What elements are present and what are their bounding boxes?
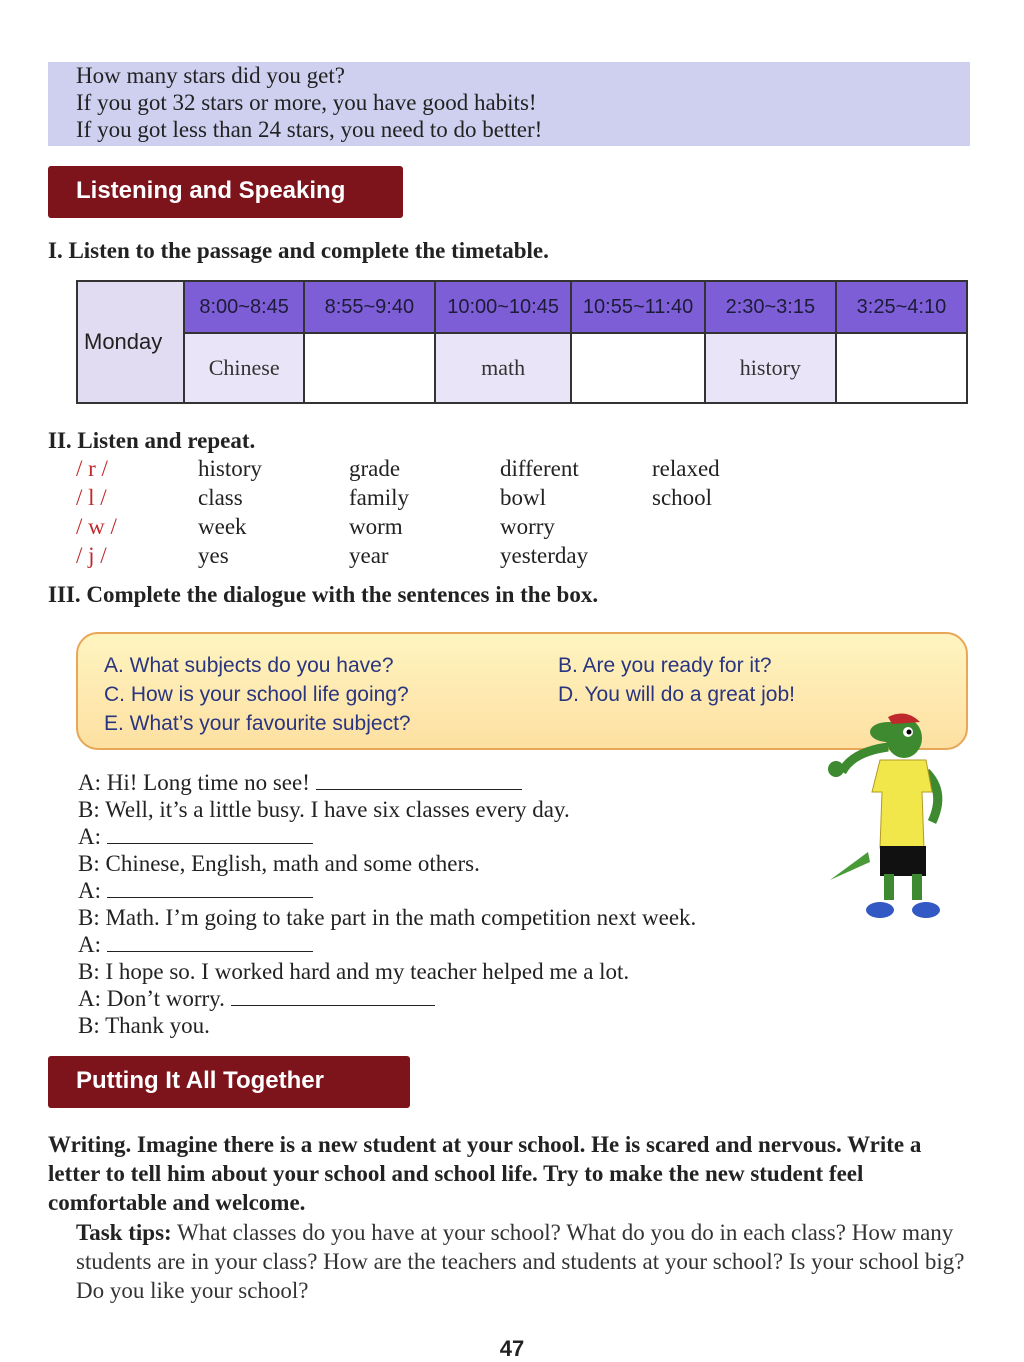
intro-line-1: How many stars did you get? <box>76 63 345 88</box>
timetable-subject: Chinese <box>184 333 303 403</box>
dialogue-line-4: B: Chinese, English, math and some others. <box>78 851 480 876</box>
answer-blank-3[interactable] <box>107 879 313 898</box>
phonics-word: class <box>198 485 243 510</box>
timetable-time: 8:55~9:40 <box>304 281 435 333</box>
timetable-day: Monday <box>77 281 184 403</box>
answer-blank-5[interactable] <box>231 987 435 1006</box>
intro-line-3: If you got less than 24 stars, you need to do better! <box>76 117 543 142</box>
page-number: 47 <box>499 1336 525 1361</box>
phonics-sound: / j / <box>76 543 107 568</box>
dialogue-line-2: B: Well, it’s a little busy. I have six classes every day. <box>78 797 570 822</box>
phonics-word: worry <box>500 514 555 539</box>
dialogue-line-5: A: <box>78 878 313 904</box>
timetable-time: 2:30~3:15 <box>705 281 836 333</box>
phonics-sound: / r / <box>76 456 108 481</box>
timetable-time: 8:00~8:45 <box>184 281 303 333</box>
part1-heading: I. Listen to the passage and complete the timetable. <box>48 238 549 263</box>
phonics-word: worm <box>349 514 403 539</box>
phonics-word: year <box>349 543 389 568</box>
dialogue-line-9: A: Don’t worry. <box>78 986 435 1012</box>
part3-heading: III. Complete the dialogue with the sentences in the box. <box>48 582 599 607</box>
task-tips <box>76 1218 976 1305</box>
answer-blank-4[interactable] <box>107 933 313 952</box>
timetable-time: 3:25~4:10 <box>836 281 967 333</box>
dialogue-line-1: A: Hi! Long time no see! <box>78 770 522 796</box>
answer-blank-2[interactable] <box>107 825 313 844</box>
task-tips-text: What classes do you have at your school? What do you do in each class? How many students are in your class? How are the teachers and students at your school? Is your school big? Do you like your school? <box>76 1220 965 1303</box>
phonics-word: week <box>198 514 247 539</box>
phonics-word: yesterday <box>500 543 589 568</box>
dialogue-line-8: B: I hope so. I worked hard and my teacher helped me a lot. <box>78 959 630 984</box>
intro-line-2: If you got 32 stars or more, you have good habits! <box>76 90 537 115</box>
phonics-word: different <box>500 456 579 481</box>
phonics-word: family <box>349 485 410 510</box>
writing-prompt: Writing. Imagine there is a new student at your school. He is scared and nervous. Write a letter to tell him about your school and school life. Try to make the new student feel comfortable and welcome. <box>48 1132 922 1215</box>
stars-summary-box <box>48 62 970 146</box>
phonics-sound: / w / <box>76 514 117 539</box>
phonics-word: history <box>198 456 262 481</box>
timetable-subject: math <box>435 333 571 403</box>
option-e: E. What’s your favourite subject? <box>104 712 411 735</box>
timetable-blank[interactable] <box>571 333 704 403</box>
option-a: A. What subjects do you have? <box>104 654 394 677</box>
section-banner-putting: Putting It All Together <box>48 1056 410 1108</box>
timetable-blank[interactable] <box>836 333 967 403</box>
phonics-word: school <box>652 485 713 510</box>
option-b: B. Are you ready for it? <box>558 654 772 677</box>
timetable <box>76 280 968 404</box>
timetable-blank[interactable] <box>304 333 435 403</box>
dialogue-line-6: B: Math. I’m going to take part in the math competition next week. <box>78 905 697 930</box>
option-d: D. You will do a great job! <box>558 683 795 706</box>
phonics-word: relaxed <box>652 456 720 481</box>
phonics-word: grade <box>349 456 401 481</box>
answer-blank-1[interactable] <box>316 771 522 790</box>
crocodile-mascot-illustration <box>822 712 954 924</box>
part2-heading: II. Listen and repeat. <box>48 428 256 453</box>
phonics-sound: / l / <box>76 485 107 510</box>
phonics-word: yes <box>198 543 229 568</box>
dialogue-line-3: A: <box>78 824 313 850</box>
timetable-time: 10:55~11:40 <box>571 281 704 333</box>
timetable-time: 10:00~10:45 <box>435 281 571 333</box>
task-tips-label: Task tips: <box>76 1220 172 1245</box>
dialogue-line-10: B: Thank you. <box>78 1013 210 1038</box>
timetable-subject: history <box>705 333 836 403</box>
option-c: C. How is your school life going? <box>104 683 409 706</box>
phonics-word: bowl <box>500 485 546 510</box>
dialogue-line-7: A: <box>78 932 313 958</box>
section-banner-listening: Listening and Speaking <box>48 166 403 218</box>
